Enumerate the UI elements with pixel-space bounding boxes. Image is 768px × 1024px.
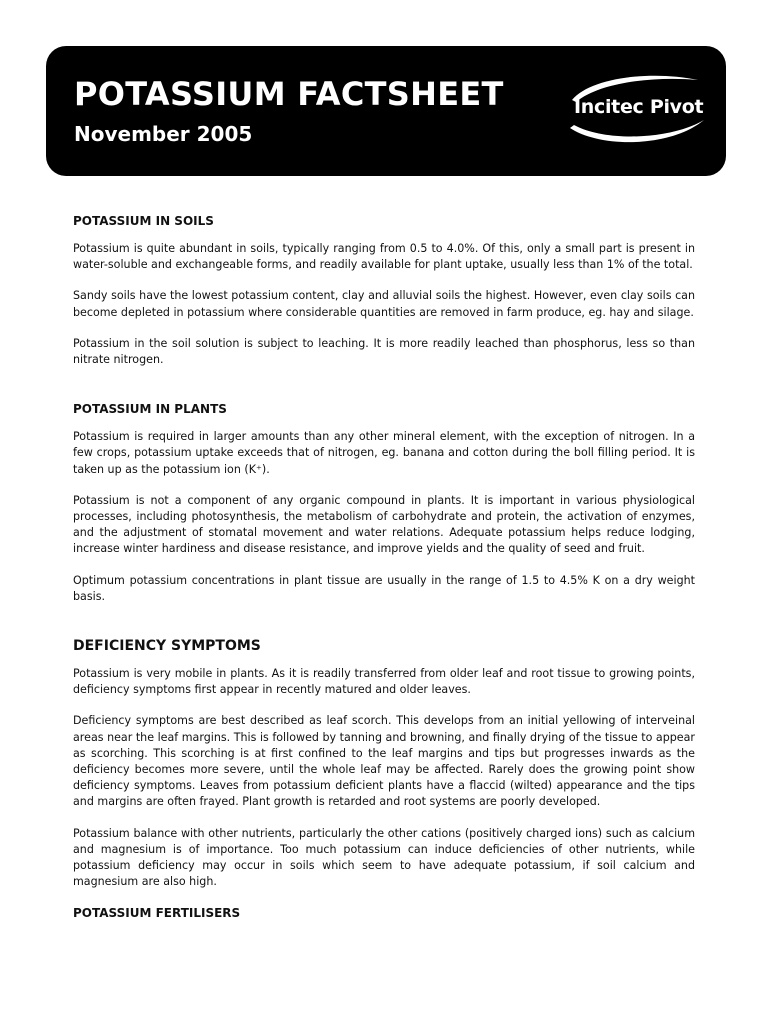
document-title: POTASSIUM FACTSHEET <box>74 75 504 113</box>
section-potassium-in-soils <box>73 213 695 368</box>
paragraph: Potassium in the soil solution is subject to leaching. It is more readily leached than phosphorus, less so than nitrate nitrogen. <box>73 336 695 367</box>
document-body <box>73 213 695 933</box>
paragraph: Optimum potassium concentrations in plant tissue are usually in the range of 1.5 to 4.5% K on a dry weight basis. <box>73 573 695 603</box>
section-heading: POTASSIUM FERTILISERS <box>73 906 241 921</box>
section-heading: POTASSIUM IN PLANTS <box>73 402 227 417</box>
section-potassium-in-plants <box>73 401 695 605</box>
section-heading: POTASSIUM IN SOILS <box>73 214 214 228</box>
paragraph: Deficiency symptoms are best described as leaf scorch. This develops from an initial yellowing of interveinal areas near the leaf margins. This is followed by tanning and browning, and finally drying of the tissue to appear as scorching. This scorching is at first confined to the leaf margins and tips but progresses inwards as the deficiency becomes more severe, until the whole leaf may be affected. Rarely does the growing point show deficiency symptoms. Leaves from potassium deficient plants have a flaccid (wilted) appearance and the tips and margins are often frayed. Plant growth is retarded and root systems are poorly developed. <box>73 714 695 809</box>
document-date: November 2005 <box>74 122 253 146</box>
header-banner <box>46 46 726 176</box>
section-deficiency-symptoms <box>73 638 695 890</box>
section-potassium-fertilisers <box>73 905 695 921</box>
paragraph: Potassium is required in larger amounts than any other mineral element, with the exception of nitrogen. In a few crops, potassium uptake exceeds that of nitrogen, eg. banana and cotton during the boll filling period. It is taken up as the potassium ion (K⁺). <box>73 430 695 476</box>
section-heading: DEFICIENCY SYMPTOMS <box>73 638 261 655</box>
paragraph: Sandy soils have the lowest potassium content, clay and alluvial soils the highest. However, even clay soils can become depleted in potassium where considerable quantities are removed in farm produce, eg. hay and silage. <box>73 289 695 319</box>
paragraph: Potassium is not a component of any organic compound in plants. It is important in various physiological processes, including photosynthesis, the metabolism of carbohydrate and protein, the activation of enzymes, and the adjustment of stomatal movement and water relations. Adequate potassium helps reduce lodging, increase winter hardiness and disease resistance, and improve yields and the quality of seed and fruit. <box>73 493 695 556</box>
paragraph: Potassium balance with other nutrients, particularly the other cations (positively charged ions) such as calcium and magnesium is of importance. Too much potassium can induce deficiencies of other nutrients, while potassium deficiency may occur in soils which seem to have adequate potassium, if soil calcium and magnesium are also high. <box>73 826 695 889</box>
paragraph: Potassium is very mobile in plants. As it is readily transferred from older leaf and root tissue to growing points, deficiency symptoms first appear in recently matured and older leaves. <box>73 667 695 697</box>
logo-text: Incitec Pivot <box>574 96 704 118</box>
paragraph: Potassium is quite abundant in soils, typically ranging from 0.5 to 4.0%. Of this, only a small part is present in water-soluble and exchangeable forms, and readily available for plant uptake, usually less than 1% of the total. <box>73 242 695 272</box>
incitec-pivot-logo <box>560 70 710 152</box>
